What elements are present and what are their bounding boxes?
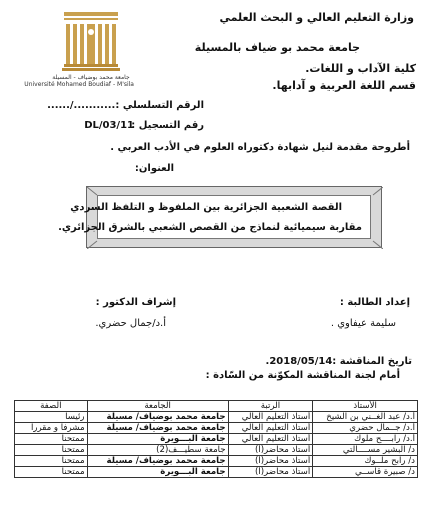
thesis-intro: أطروحة مقدمة لنيل شهادة دكتوراه العلوم في الأدب العربي . [110, 142, 410, 153]
cell-role: ممتحنا [15, 434, 88, 445]
student-label: إعداد الطالبة : [339, 297, 410, 308]
faculty-name: كلية الآداب و اللغات. [305, 62, 416, 75]
cell-university: جامعة سطيـــف(2) [87, 445, 228, 456]
thesis-title-line2: مقاربة سيميائية لنماذج من القصص الشعبي بالشرق الجزائري. [58, 222, 362, 233]
committee-heading: أمام لجنة المناقشة المكوّنة من السّادة : [205, 370, 400, 381]
table-row [15, 434, 418, 445]
table-row [15, 445, 418, 456]
logo-caption-ar: جامعة محمد بوضياف - المسيلة [52, 74, 130, 81]
cell-rank: أستاذ محاضر(أ) [228, 445, 313, 456]
supervisor-label: إشراف الدكتور : [95, 297, 176, 308]
col-header-professor: الأستاذ [313, 401, 418, 412]
cell-role: رئيسا [15, 412, 88, 423]
cell-university: جامعة محمد بوضياف/ مسيلة [87, 456, 228, 467]
table-header-row [15, 401, 418, 412]
thesis-title-frame [58, 186, 382, 248]
table-row [15, 412, 418, 423]
cell-professor: أ.د/ رابــــح ملوك [313, 434, 418, 445]
cell-university: جامعة البـــويرة [87, 434, 228, 445]
university-name: جامعة محمد بو ضياف بالمسيلة [194, 41, 360, 54]
cell-professor: د/ رابح ملــوك [313, 456, 418, 467]
cell-rank: أستاذ محاضر(أ) [228, 467, 313, 478]
cell-role: ممتحنا [15, 456, 88, 467]
col-header-rank: الرتبة [228, 401, 313, 412]
cell-role: مشرفا و مقررا [15, 423, 88, 434]
logo-caption-fr: Université Mohamed Boudiaf - M'sila [24, 81, 134, 88]
student-name: سليمة عيفاوي . [330, 318, 396, 329]
cell-role: ممتحنا [15, 467, 88, 478]
cell-rank: أستاذ التعليم العالي [228, 412, 313, 423]
table-row [15, 467, 418, 478]
supervisor-name: أ.د/جمال حضري. [95, 318, 166, 329]
committee-table [14, 400, 418, 478]
cell-role: ممتحنا [15, 445, 88, 456]
cell-rank: أستاذ محاضر(أ) [228, 456, 313, 467]
university-logo [60, 6, 122, 76]
cell-professor: أ.د/ عبد الغــني بن الشيخ [313, 412, 418, 423]
thesis-title-line1: القصة الشعبية الجزائرية بين الملفوظ و التلفظ السردي [70, 202, 342, 213]
cell-university: جامعة محمد بوضياف/ مسيلة [87, 423, 228, 434]
table-row [15, 423, 418, 434]
table-row [15, 456, 418, 467]
logo-caption [24, 74, 134, 88]
registration-label: رقم التسجيل : [131, 120, 204, 131]
cell-professor: د/ صبيرة قاســي [313, 467, 418, 478]
cell-rank: أستاذ التعليم العالي [228, 434, 313, 445]
registration-number: DL/03/11 [84, 120, 134, 131]
department-name: قسم اللغة العربية و آدابها. [272, 79, 416, 92]
cell-university: جامعة البـــويرة [87, 467, 228, 478]
defense-date: تاريخ المناقشة :2018/05/14. [265, 356, 412, 367]
cell-professor: أ.د/ جــمال حضري [313, 423, 418, 434]
cell-professor: د/ البشير مســــالتي [313, 445, 418, 456]
cell-university: جامعة محمد بوضياف/ مسيلة [87, 412, 228, 423]
thesis-title-box [58, 195, 371, 239]
thesis-title-label: العنوان: [134, 163, 174, 174]
serial-number: الرقم التسلسلي :.........../...... [47, 100, 204, 111]
cell-rank: أستاذ التعليم العالي [228, 423, 313, 434]
ministry-name: وزارة التعليم العالي و البحث العلمي [219, 11, 414, 24]
col-header-university: الجامعة [87, 401, 228, 412]
university-logo-graphic [60, 6, 122, 76]
col-header-role: الصفة [15, 401, 88, 412]
